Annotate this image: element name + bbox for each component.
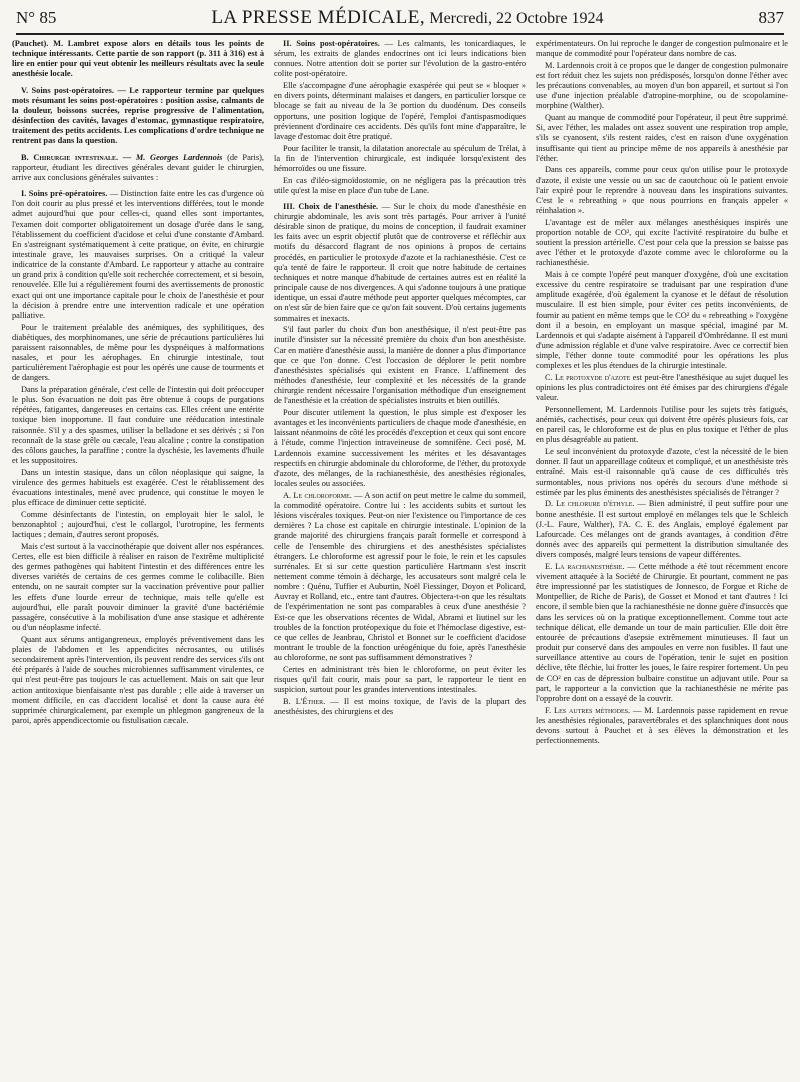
paragraph: Mais c'est surtout à la vaccinothérapie que doivent aller nos espérances. Certes, elle est bien difficile à réaliser en raison de l'extrême multiplicité des germes pathogènes qui habitent l'intestin et des différences entre les diverses variétés de certains de ces germes comme le colibacille. Bien entendu, on ne saurait compter sur la vaccination préventive pour pallier les effets d'une lourde erreur de technique, mais telle qu'elle est aujourd'hui, elle paraît pouvoir diminuer la gravité d'une bactériémie passagère, consécutive à la mobilisation d'une anse stasique et adhérente ou d'un néoplasme infecté.: [12, 541, 264, 633]
paragraph-text: — Les calmants, les tonicardiaques, le sérum, les extraits de glandes endocrines ont ici leurs indications bien connues. Notre attention doit se porter sur l'évolution de la gastro-entéro colite post-opératoire.: [274, 39, 526, 79]
paragraph: Le seul inconvénient du protoxyde d'azote, c'est la nécessité de le bien donner. Il faut un appareillage coûteux et compliqué, et un anesthésiste très entraîné. Mais est-il raisonnable qu'à cause de ces difficultés très surmontables, nous privions nos opérés du secours d'une méthode si estimée par les plus éminents des anesthésistes spécialisés de l'étranger ?: [536, 447, 788, 497]
issue-number: N° 85: [16, 8, 57, 27]
paragraph: [274, 39, 526, 80]
paragraph: Dans un intestin stasique, dans un côlon néoplasique qui saigne, la virulence des germes habituels est exagérée. C'est le rétablissement des évacuations intestinales, mené avec prudence, qui constitue le moyen le plus efficace de diminuer cette septicité.: [12, 467, 264, 508]
paragraph: Quant au manque de commodité pour l'opérateur, il peut être supprimé. Si, avec l'éther, les malades ont assez souvent une respiration trop ample, s'ils se cyanosent, s'ils restent raides, c'est en raison d'une oxygénation insuffisante qui tient au principe même de nos appareils à anesthésie par l'éther.: [536, 113, 788, 163]
paragraph: Pour faciliter le transit, la dilatation anorectale au spéculum de Trélat, à la fin de l'intervention chirurgicale, est indiquée lorsqu'existent des hémorroïdes ou une fissure.: [274, 143, 526, 173]
paragraph-text: (de Paris), rapporteur, étudiant les directives générales devant guider le chirurgien, arrive aux conclusions générales suivantes :: [12, 152, 264, 182]
section-heading: V. Soins post-opératoires.: [21, 85, 114, 95]
paragraph: [12, 86, 264, 147]
masthead: [211, 8, 603, 29]
paragraph: [536, 562, 788, 704]
section-label: B. L'Éther.: [283, 696, 326, 706]
column-middle: [274, 39, 526, 748]
paragraph: [536, 706, 788, 747]
paragraph: [12, 189, 264, 321]
paragraph: Dans ces appareils, comme pour ceux qu'on utilise pour le protoxyde d'azote, il existe une vessie ou un sac de caoutchouc où le patient envoie l'air expiré pour le reprendre à nouveau dans les inspirations suivantes. C'est le « rebreathing » que nous pourrions en français appeler « réinhalation ».: [536, 165, 788, 215]
paragraph: [12, 153, 264, 183]
paragraph-text: — Sur le choix du mode d'anesthésie en chirurgie abdominale, les avis sont très partagés. Pour arriver à l'unité désirable sinon de pratique, du moins de conception, il faudrait examiner les faits avec un esprit objectif plutôt que de controverse et réfléchir aux motifs du désaccord flagrant de nos opinions à propos de certains procédés, en particulier le protoxyde d'azote et la rachianesthésie. C'est ce qu'a tenté de faire le rapporteur. Il croit que notre habitude de certaines techniques et notre manque d'habitude de certaines autres est en réalité la principale cause de nos divergences. A qui s'adonne toujours à une pratique identique, un essai d'autre méthode peut apporter quelques mécomptes, car on n'est sûr de bien faire que ce qu'on fait souvent. D'où certains jugements sommaires et inexacts.: [274, 201, 526, 323]
page-header: [12, 8, 788, 31]
paragraph: En cas d'iléo-sigmoïdostomie, on ne négligera pas la précaution très utile qu'est la mise en place d'un tube de Lane.: [274, 175, 526, 195]
text-columns: [12, 39, 788, 748]
paragraph: Pour discuter utilement la question, le plus simple est d'exposer les avantages et les inconvénients particuliers de chaque mode d'anesthésie, en laissant néanmoins de côté les procédés d'exception et ceux qui sont encore à l'étude, comme l'injection intraveineuse de somnifène. Ceci posé, M. Lardennois examine successivement les mérites et les désavantages respectifs en chirurgie abdominale du chloroforme, de l'éther, du protoxyde d'azote, des mélanges, de la rachianesthésie, des anesthésies régionales, locales seules ou associées.: [274, 407, 526, 489]
section-label: E. La rachianesthésie.: [545, 561, 625, 571]
paragraph: L'avantage est de mêler aux mélanges anesthésiques inspirés une proportion notable de CO², qui excite l'activité respiratoire du bulbe et soutient la pression artérielle. C'est pour cela que la pression se baisse pas avec l'éther et le protoxyde d'azote comme avec le chloroforme ou la rachianesthésie.: [536, 217, 788, 268]
paragraph: [274, 491, 526, 664]
paragraph: [274, 202, 526, 324]
paragraph: [536, 373, 788, 403]
author-name: — M. Georges Lardennois: [122, 152, 223, 162]
paragraph: S'il faut parler du choix d'un bon anesthésique, il n'est peut-être pas inutile d'insister sur la nécessité première du choix d'un bon anesthésiste. Car en matière d'anesthésie aussi, la manière de donner a plus d'importance que ce que l'on donne. C'est l'occasion de déplorer le petit nombre d'anesthésistes spécialisés qui existent en France. L'affinement des méthodes d'anesthésie, leur complexité et les nécessités de la grande chirurgie rendent nécessaire l'organisation méthodique d'un enseignement de l'anesthésie et la création de spécialistes instruits et bien outillés.: [274, 325, 526, 406]
section-label: A. Le chloroforme.: [283, 490, 352, 500]
paragraph: (Pauchet). M. Lambret expose alors en détails tous les points de technique intéressants. Cette partie de son rapport (p. 311 à 316) est à lire en entier pour qui veut obtenir les meilleurs résultats avec la seule anesthésie locale.: [12, 39, 264, 79]
paragraph-text: — M. Lardennois passe rapidement en revue les anesthésies régionales, paravertébrales et des splanchniques dont nous devons surtout à Pauchet et à ses élèves la démonstration et les perfectionnements.: [536, 705, 788, 745]
section-label: F. Les autres méthodes.: [545, 705, 631, 715]
paragraph: [274, 697, 526, 717]
paragraph-text: — A son actif on peut mettre le calme du sommeil, la commodité opératoire. Contre lui : les accidents subits et surtout les lésions viscérales toxiques. Peut-on nier l'existence ou l'importance de ces dernières ? La chose est capitale en chirurgie intestinale. L'opinion de la grande majorité des chirurgiens français paraît formelle et correspond à celle de l'ensemble des chirurgiens et des anesthésistes spécialistes étrangers. Le chloroforme est agressif pour le foie, le rein et les capsules surrénales. Et si sur cette question particulière Hartmann s'est inscrit nettement comme témoin à décharge, les accusateurs sont malgré cela le nombre : Quénu, Tuffier et Auburtin, Noël Fiessinger, Doyon et Policard, Auvray et Rolland, etc., entre tant d'autres. Objectera-t-on que les résultats de l'expérimentation ne sont pas comparables à ceux d'une anesthésie ? Est-ce que les observations récentes de Widal, Abrami et Iiutinel sur les troubles de la fonction protéopexique du foie et l'hémoclase digestive, est-ce que celles de Jeanbrau, Christol et Bonnet sur le coefficient d'acidose montrant le trouble de la fonction uréogénique du foie, après l'anesthésie au chloroforme, ne sont pas suffisamment démonstratives ?: [274, 490, 526, 663]
section-heading: II. Soins post-opératoires.: [283, 39, 380, 48]
paragraph-text: — Cette méthode a été tout récemment encore vivement attaquée à la Société de Chirurgie. Et pourtant, comment ne pas être impressionné par les statistiques de Jonnesco, de Forgue et Riche de Montpellier, de Riche de Paris), de Gosset et Monod et tant d'autres ! Ici encore, il semble bien que la rachianesthésie ne donne guère d'insuccès que dans les services où on la pratique exceptionnellement. Comme tout acte technique délicat, elle demande un tour de main particulier. Elle doit être entourée de précautions d'asepsie extrêmement minutieuses. Il faut un produit pur conservé dans des ampoules en verre non fusibles. Il faut une surveillance attentive au cours de l'opération, tenir le sujet en position déclive, tête fléchie, lui frotter les joues, le faire respirer fortement. Un peu de CO² en cas de dépression bulbaire constitue un adjuvant utile. Pour sa part, le rapporteur a la conviction que la rachianesthésie ne mérite pas l'opprobre dont on a essayé de la couvrir.: [536, 561, 788, 703]
paragraph: Personnellement, M. Lardennois l'utilise pour les sujets très fatigués, anémiés, cachectisés, pour ceux qui doivent être opérés plusieurs fois, car en pareil cas, le chloroforme est de plus en plus toxique et l'éther de plus en plus désagréable au patient.: [536, 404, 788, 445]
section-label: D. Le chlorure d'éthyle.: [545, 499, 635, 509]
folio-number: 837: [758, 8, 784, 27]
paragraph: [536, 499, 788, 560]
paragraph: Pour le traitement préalable des anémiques, des syphilitiques, des diabétiques, des morphinomanes, une série de précautions particulières lui paraissent raisonnables, de même pour les dyspnéiques à malformations nasales, et pour les aérophages. En chirurgie intestinale, tout particulièrement l'aérophagie est pour les opérés une cause de tourments et de dangers.: [12, 322, 264, 383]
section-label: C. Le protoxyde d'azote: [545, 373, 631, 382]
paragraph: Mais à ce compte l'opéré peut manquer d'oxygène, d'où une excitation excessive du centre respiratoire se traduisant par une respiration d'une amplitude exagérée, d'où également la cyanose et le défaut de résolution musculaire. Il est bien simple, pour éviter ces petits inconvénients, de fournir au patient en même temps que le CO² du « rebreathing » l'oxygène dont il a besoin, en employant un masque spécial, imaginé par M. Lardennois et qui s'adapte aisément à l'appareil d'Ombrédanne. Il est muni d'une admission réglable et d'une valve respiratoire. Avec ce correctif bien simple, l'éther donne toute commodité pour les opérations les plus complexes et les plus étendues de la chirurgie intestinale.: [536, 269, 788, 371]
journal-title: LA PRESSE MÉDICALE,: [211, 7, 426, 28]
paragraph: Certes en administrant très bien le chloroforme, on peut éviter les risques qu'il fait courir, mais pour sa part, le rapporteur le tient en suspicion, surtout pour les grandes interventions intestinales.: [274, 664, 526, 695]
paragraph-text: — Il est moins toxique, de l'avis de la plupart des anesthésistes, des chirurgiens et des: [274, 696, 526, 716]
paragraph: Elle s'accompagne d'une aérophagie exaspérée qui peut se « bloquer » en divers points, déterminant malaises et dangers, en particulier lorsque ce blocage se fait au niveau de la 3e portion du duodénum. Des conseils opportuns, une position logique de l'opéré, l'emploi d'antispasmodiques préviennent d'ordinaire ces accidents. Dès qu'ils font mine d'apparaître, le lavage d'estomac doit être pratiqué.: [274, 81, 526, 141]
paragraph-text: — Distinction faite entre les cas d'urgence où l'on doit courir au plus pressé et les interventions différées, tout le monde admet aujourd'hui que pour celles-ci, quand elles sont importantes, l'examen doit comporter obligatoirement un dosage d'urée dans le sang, l'établissement du coefficient d'acidose et celui d'une constante d'Ambard. En s'astreignant systématiquement à cette pratique, on évite, en chirurgie intestinale grave, les mauvaises surprises. On a critiqué la valeur indicatrice de la constante d'Ambard. Le rapporteur y attache au contraire un grand prix à condition qu'elle soit recherchée correctement, et si besoin, renouvelée. Elle lui a régulièrement fourni des avertissements de pronostic exact qui ont une importance capitale pour le choix de l'anesthésie et pour la décision à prendre entre une intervention radicale et une opération palliative.: [12, 189, 264, 320]
paragraph-text: est peut-être l'anesthésique au sujet duquel les opinions les plus contradictoires ont été émises par des chirurgiens d'égale valeur.: [536, 373, 788, 403]
paragraph: Quant aux sérums antigangreneux, employés préventivement dans les plaies de l'abdomen et les appendicites nécrosantes, ou utilisés secondairement après l'intervention, ils peuvent rendre des services s'ils ont été préparés à l'aide de souches microbiennes suffisamment virulentes, ce qui n'est peut-être pas toujours le cas actuellement. Mais on sait que leur action antitoxique bienfaisante n'est pas durable ; elle aide à traverser un moment difficile, en cas d'accident localisé et dont la cause aura été supprimée chirurgicalement, par exemple un phlegmon gangreneux de la paroi, après appendicectomie ou fistulisation cæcale.: [12, 634, 264, 725]
column-right: [536, 39, 788, 748]
paragraph-text: — Le rapporteur termine par quelques mots résumant les soins post-opératoires : position assise, calmants de la douleur, boissons sucrées, reprise progressive de l'alimentation, désinfection des cavités, lavages d'estomac, gymnastique respiratoire, traitement des petits accidents. Les complications d'ordre technique ne rentrent pas dans la question.: [12, 85, 264, 146]
section-heading: III. Choix de l'anesthésie.: [283, 201, 379, 211]
header-rule: [16, 33, 784, 35]
paragraph: Comme désinfectants de l'intestin, on employait hier le salol, le benzonaphtol ; aujourd'hui, c'est le collargol, l'urotropine, les ferments lactiques ; demain, d'autres seront proposés.: [12, 509, 264, 540]
section-heading: I. Soins pré-opératoires.: [21, 189, 108, 199]
paragraph: M. Lardennois croit à ce propos que le danger de congestion pulmonaire est fort réduit chez les sujets non prédisposés, lorsqu'on donne l'éther avec les précautions convenables, au moyen d'un bon appareil, et surtout si l'on use d'une injection préalable d'atropine-morphine, ou de scopolamine-morphine (Walther).: [536, 60, 788, 111]
paragraph: Dans la préparation générale, c'est celle de l'intestin qui doit préoccuper le plus. Son évacuation ne doit pas être obtenue à coups de purgations répétées, fatigantes, dangereuses en certains cas. Elles créent une entérite toxique bien inopportune. Il faut conduire une rééducation intestinale raisonnée. S'il y a des spasmes, utiliser la belladone et ses dérivés ; si l'on reconnaît de la stase grêle ou cæcale, l'eau alcaline ; contre la constipation des côlons gauches, la paraffine ; contre la dyschésie, les lavements d'huile et les suppositoires.: [12, 385, 264, 466]
paragraph: expérimentateurs. On lui reproche le danger de congestion pulmonaire et le manque de commodité pour l'opérateur dans nombre de cas.: [536, 39, 788, 59]
column-left: [12, 39, 264, 748]
issue-date: Mercredi, 22 Octobre 1924: [429, 10, 604, 27]
section-label: B. Chirurgie intestinale.: [21, 152, 119, 162]
paragraph-text: — Bien administré, il peut suffire pour une bonne anesthésie. Il est surtout employé en mélanges tels que le Schleich (J.-L. Faure, Walther), l'A. C. E. des Anglais, employé également par Lafourcade. Ces mélanges ont de grands avantages, à condition d'être donnés avec des appareils qui permettent la distribution simultanée des divers composés, malgré leurs tensions de vapeur différentes.: [536, 499, 788, 560]
